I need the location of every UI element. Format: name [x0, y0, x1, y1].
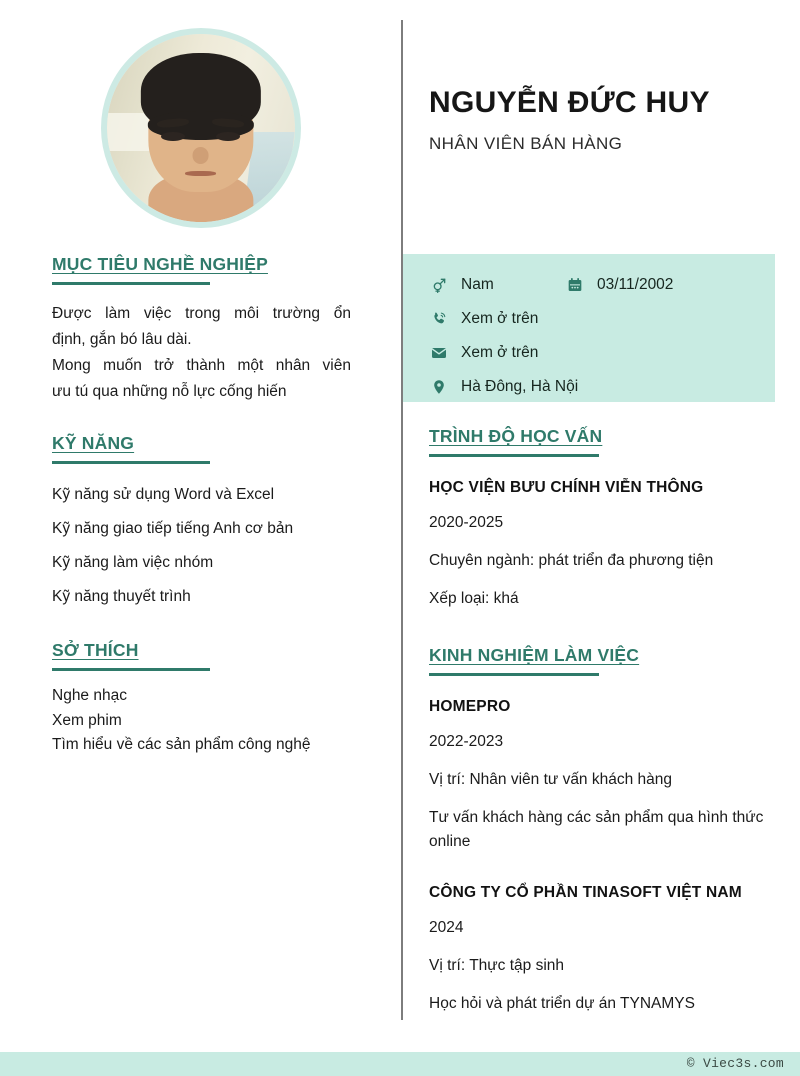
list-item: Kỹ năng thuyết trình [52, 588, 191, 605]
avatar [101, 28, 301, 228]
gender-icon [429, 277, 449, 293]
contact-phone-value: Xem ở trên [461, 310, 539, 327]
right-sections [429, 426, 779, 1016]
section-heading-skills: KỸ NĂNG [52, 433, 135, 453]
entry-organization: CÔNG TY CỔ PHẦN TINASOFT VIỆT NAM [429, 884, 742, 901]
list-item: Kỹ năng sử dụng Word và Excel [52, 486, 275, 503]
section-heading-education: TRÌNH ĐỘ HỌC VẤN [429, 426, 603, 446]
section-education [429, 426, 779, 611]
job-title: NHÂN VIÊN BÁN HÀNG [429, 134, 623, 153]
section-experience [429, 645, 779, 1016]
section-heading-experience: KINH NGHIỆM LÀM VIỆC [429, 645, 640, 665]
hobbies-list [52, 684, 351, 758]
section-skills [52, 433, 351, 614]
contact-gender [429, 276, 565, 294]
entry-period: 2024 [429, 919, 464, 936]
section-heading-hobbies: SỞ THÍCH [52, 640, 139, 660]
name-block [403, 0, 800, 154]
contact-phone [429, 310, 538, 328]
education-entry [429, 479, 779, 611]
phone-icon [429, 311, 449, 327]
contact-address-value: Hà Đông, Hà Nội [461, 378, 579, 395]
section-career-objective [52, 254, 351, 405]
list-item: Xem phim [52, 711, 122, 729]
calendar-icon [565, 277, 585, 293]
skills-list [52, 478, 351, 614]
entry-detail: Vị trí: Nhân viên tư vấn khách hàng [429, 771, 673, 788]
heading-underline-hobbies [52, 668, 210, 671]
entry-period: 2020-2025 [429, 514, 504, 531]
experience-entry [429, 698, 779, 854]
contact-info-band [403, 254, 775, 402]
contact-birthdate [565, 276, 673, 294]
entry-detail: Học hỏi và phát triển dự án TYNAMYS [429, 995, 695, 1012]
email-icon [429, 345, 449, 361]
objective-line: Mong muốn trở thành một nhân viên [52, 357, 351, 374]
right-column [403, 0, 800, 1012]
objective-line: ưu tú qua những nỗ lực cống hiến [52, 383, 287, 400]
watermark: © Viec3s.com [686, 1056, 784, 1071]
objective-text [52, 301, 351, 405]
column-divider [401, 20, 403, 1020]
entry-detail: Vị trí: Thực tập sinh [429, 957, 565, 974]
entry-organization: HOMEPRO [429, 698, 511, 715]
heading-underline-skills [52, 461, 210, 464]
section-hobbies [52, 640, 351, 758]
experience-entry [429, 884, 779, 1016]
contact-birthdate-value: 03/11/2002 [597, 276, 674, 293]
heading-underline-experience [429, 673, 599, 676]
objective-line: Được làm việc trong môi trường ổn [52, 305, 351, 322]
entry-period: 2022-2023 [429, 733, 504, 750]
contact-email-value: Xem ở trên [461, 344, 539, 361]
footer-band [0, 1052, 800, 1076]
list-item: Kỹ năng làm việc nhóm [52, 554, 214, 571]
contact-row [429, 268, 775, 302]
location-icon [429, 379, 449, 395]
left-column [0, 0, 401, 758]
entry-detail: Chuyên ngành: phát triển đa phương tiện [429, 552, 714, 569]
objective-line: định, gắn bó lâu dài. [52, 331, 192, 348]
contact-address [429, 378, 578, 396]
contact-email [429, 344, 538, 362]
entry-detail: Tư vấn khách hàng các sản phẩm qua hình thức online [429, 809, 764, 850]
section-heading-objective: MỤC TIÊU NGHỀ NGHIỆP [52, 254, 268, 274]
entry-organization: HỌC VIỆN BƯU CHÍNH VIỄN THÔNG [429, 479, 704, 496]
list-item: Nghe nhạc [52, 687, 127, 704]
contact-row [429, 370, 775, 404]
list-item: Tìm hiểu về các sản phẩm công nghệ [52, 736, 311, 753]
contact-row [429, 336, 775, 370]
entry-detail: Xếp loại: khá [429, 590, 519, 607]
contact-gender-value: Nam [461, 276, 494, 293]
heading-underline-education [429, 454, 599, 457]
contact-row [429, 302, 775, 336]
profile-photo-image [107, 34, 295, 222]
page-title: NGUYỄN ĐỨC HUY [429, 86, 710, 119]
list-item: Kỹ năng giao tiếp tiếng Anh cơ bản [52, 520, 294, 537]
heading-underline-objective [52, 282, 210, 285]
